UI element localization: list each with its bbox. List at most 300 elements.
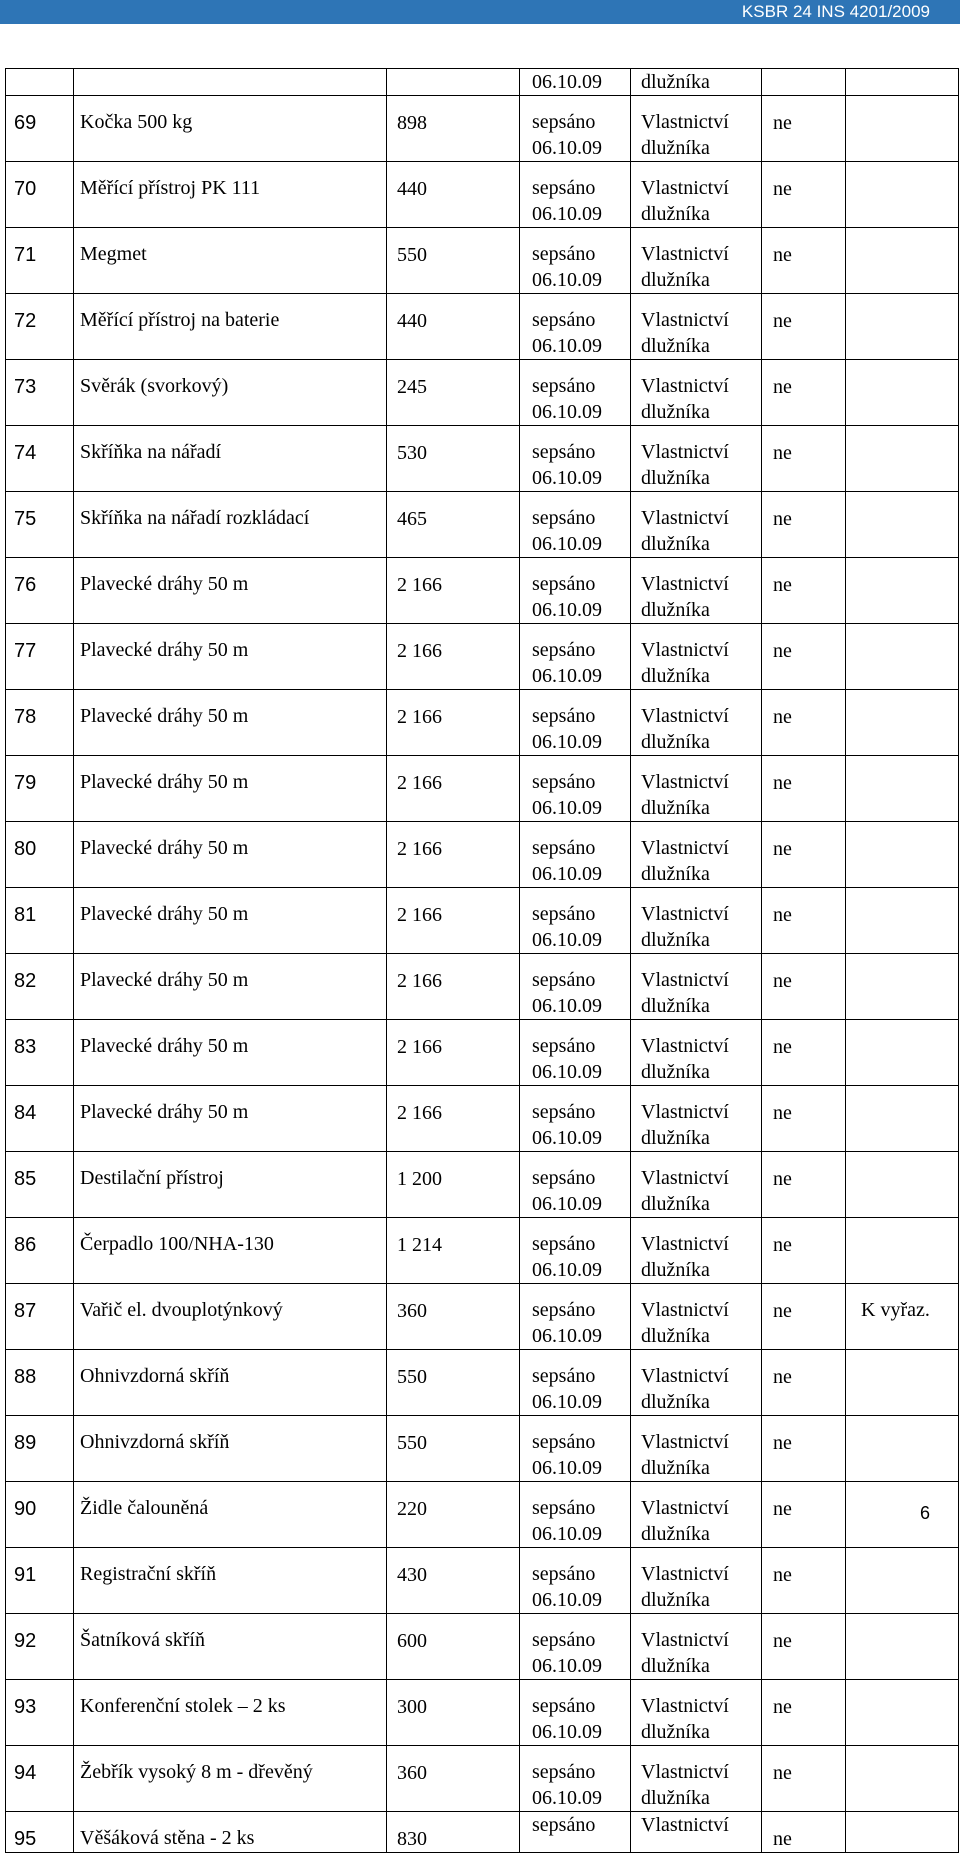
item-flag (762, 1086, 846, 1152)
item-flag-text: ne (773, 1432, 792, 1454)
table-row (6, 162, 959, 228)
item-flag-text: ne (773, 310, 792, 332)
item-owner-text: Vlastnictví (641, 111, 729, 133)
item-date-text: 06.10.09 (532, 1589, 602, 1611)
item-date-text: 06.10.09 (532, 269, 602, 291)
item-price-text: 1 214 (397, 1234, 442, 1256)
table-row (6, 492, 959, 558)
item-owner (631, 426, 762, 492)
item-price-text: 440 (397, 178, 427, 200)
item-note (846, 1284, 959, 1350)
item-number (6, 1284, 74, 1350)
item-name (74, 888, 387, 954)
item-name-text: Plavecké dráhy 50 m (80, 1101, 249, 1123)
item-owner-cont-text: dlužníka (641, 203, 710, 225)
item-owner-text: Vlastnictví (641, 1761, 729, 1783)
item-state-text: sepsáno (532, 1365, 596, 1387)
item-number-text: 73 (14, 376, 37, 398)
item-state-text: sepsáno (532, 639, 596, 661)
item-owner-cont-text: dlužníka (641, 665, 710, 687)
item-price-text: 2 166 (397, 640, 442, 662)
item-owner-text: Vlastnictví (641, 969, 729, 991)
item-note (846, 1614, 959, 1680)
item-flag (762, 1746, 846, 1812)
item-flag (762, 1680, 846, 1746)
item-owner-cont-text: dlužníka (641, 1457, 710, 1479)
item-owner-text: Vlastnictví (641, 1814, 729, 1836)
item-owner-text: Vlastnictví (641, 771, 729, 793)
table-row (6, 1746, 959, 1812)
item-name-text: Plavecké dráhy 50 m (80, 771, 249, 793)
item-owner-text: Vlastnictví (641, 1167, 729, 1189)
item-note (846, 162, 959, 228)
item-number (6, 1020, 74, 1086)
item-owner-cont-text: dlužníka (641, 731, 710, 753)
item-owner (631, 1416, 762, 1482)
item-state-text: sepsáno (532, 507, 596, 529)
item-date-text: 06.10.09 (532, 203, 602, 225)
item-note (846, 954, 959, 1020)
item-note (846, 1152, 959, 1218)
item-date-text: 06.10.09 (532, 137, 602, 159)
item-number (6, 756, 74, 822)
item-state-text: sepsáno (532, 1431, 596, 1453)
item-name (74, 1152, 387, 1218)
item-owner-text: Vlastnictví (641, 1629, 729, 1651)
item-price (387, 954, 520, 1020)
item-number (6, 1152, 74, 1218)
item-flag-text: ne (773, 1168, 792, 1190)
item-number (6, 294, 74, 360)
item-owner (631, 1020, 762, 1086)
item-owner-cont-text: dlužníka (641, 467, 710, 489)
item-state-text: sepsáno (532, 1563, 596, 1585)
item-name (74, 1350, 387, 1416)
item-owner (631, 96, 762, 162)
item-name (74, 1680, 387, 1746)
item-state (520, 1746, 631, 1812)
item-price-text: 830 (397, 1828, 427, 1850)
item-flag (762, 624, 846, 690)
item-state (520, 162, 631, 228)
item-number (6, 558, 74, 624)
owner-cell: dlužníka (631, 69, 762, 96)
item-state-text: sepsáno (532, 375, 596, 397)
item-flag (762, 426, 846, 492)
table-row (6, 1152, 959, 1218)
item-state-text: sepsáno (532, 837, 596, 859)
item-number-text: 75 (14, 508, 37, 530)
item-price (387, 1020, 520, 1086)
item-owner-text: Vlastnictví (641, 309, 729, 331)
item-flag-text: ne (773, 970, 792, 992)
table-row (6, 1482, 959, 1548)
item-flag-text: ne (773, 244, 792, 266)
item-name-text: Registrační skříň (80, 1563, 217, 1585)
item-date-text: 06.10.09 (532, 1721, 602, 1743)
item-state-text: sepsáno (532, 1629, 596, 1651)
item-state (520, 1482, 631, 1548)
item-owner-text: Vlastnictví (641, 705, 729, 727)
item-note (846, 624, 959, 690)
item-number-text: 81 (14, 904, 37, 926)
item-flag-text: ne (773, 508, 792, 530)
item-owner-text: Vlastnictví (641, 243, 729, 265)
item-price-text: 2 166 (397, 574, 442, 596)
item-number-text: 82 (14, 970, 37, 992)
item-state-text: sepsáno (532, 177, 596, 199)
item-price-text: 530 (397, 442, 427, 464)
item-state-text: sepsáno (532, 243, 596, 265)
item-flag-text: ne (773, 772, 792, 794)
item-name-text: Kočka 500 kg (80, 111, 193, 133)
item-price (387, 558, 520, 624)
table-row (6, 756, 959, 822)
item-name (74, 690, 387, 756)
item-owner (631, 1218, 762, 1284)
item-flag-text: ne (773, 1102, 792, 1124)
item-name (74, 1086, 387, 1152)
item-number (6, 624, 74, 690)
item-owner (631, 888, 762, 954)
item-flag (762, 558, 846, 624)
item-state (520, 822, 631, 888)
item-owner-cont-text: dlužníka (641, 1061, 710, 1083)
item-state-text: sepsáno (532, 903, 596, 925)
item-owner-cont-text: dlužníka (641, 599, 710, 621)
item-flag-text: ne (773, 178, 792, 200)
item-price-text: 898 (397, 112, 427, 134)
item-number-text: 74 (14, 442, 37, 464)
item-flag-text: ne (773, 1696, 792, 1718)
item-owner (631, 1812, 762, 1853)
item-name-text: Konferenční stolek – 2 ks (80, 1695, 286, 1717)
item-price (387, 822, 520, 888)
table-row (6, 294, 959, 360)
table-row (6, 1350, 959, 1416)
item-state-text: sepsáno (532, 1695, 596, 1717)
item-note (846, 822, 959, 888)
item-flag (762, 690, 846, 756)
table-row (6, 1614, 959, 1680)
item-owner (631, 954, 762, 1020)
item-price (387, 1284, 520, 1350)
item-state-text: sepsáno (532, 441, 596, 463)
item-number-text: 79 (14, 772, 37, 794)
item-name (74, 492, 387, 558)
item-owner-text: Vlastnictví (641, 1035, 729, 1057)
item-owner-text: Vlastnictví (641, 1695, 729, 1717)
item-state-text: sepsáno (532, 1761, 596, 1783)
item-number (6, 888, 74, 954)
item-note (846, 1482, 959, 1548)
item-number-text: 89 (14, 1432, 37, 1454)
item-name (74, 162, 387, 228)
item-name-text: Židle čalouněná (80, 1497, 209, 1519)
item-date-text: 06.10.09 (532, 467, 602, 489)
item-owner-text: Vlastnictví (641, 1563, 729, 1585)
item-name (74, 624, 387, 690)
item-owner-text: Vlastnictví (641, 441, 729, 463)
item-number (6, 1482, 74, 1548)
item-number-text: 77 (14, 640, 37, 662)
item-note (846, 1416, 959, 1482)
item-name-text: Šatníková skříň (80, 1629, 205, 1651)
item-price (387, 294, 520, 360)
item-name-text: Měřící přístroj na baterie (80, 309, 280, 331)
item-owner (631, 822, 762, 888)
item-state (520, 690, 631, 756)
item-name (74, 426, 387, 492)
item-flag-text: ne (773, 1564, 792, 1586)
item-owner (631, 1548, 762, 1614)
table-row (6, 1416, 959, 1482)
item-number (6, 954, 74, 1020)
item-price-text: 550 (397, 1432, 427, 1454)
item-note (846, 426, 959, 492)
item-price (387, 756, 520, 822)
item-name-text: Plavecké dráhy 50 m (80, 705, 249, 727)
item-owner-cont-text: dlužníka (641, 1721, 710, 1743)
item-number-text: 71 (14, 244, 37, 266)
item-state (520, 1548, 631, 1614)
item-name (74, 96, 387, 162)
item-state (520, 1416, 631, 1482)
item-number-text: 87 (14, 1300, 37, 1322)
item-name-text: Megmet (80, 243, 147, 265)
item-owner-cont-text: dlužníka (641, 1259, 710, 1281)
item-note (846, 360, 959, 426)
item-note (846, 1350, 959, 1416)
item-owner (631, 1680, 762, 1746)
item-name-text: Čerpadlo 100/NHA-130 (80, 1233, 274, 1255)
item-state (520, 1152, 631, 1218)
table-row (6, 954, 959, 1020)
header-bar (0, 0, 960, 24)
item-state (520, 492, 631, 558)
item-owner-text: Vlastnictví (641, 1497, 729, 1519)
item-owner-text: Vlastnictví (641, 903, 729, 925)
item-flag-text: ne (773, 1762, 792, 1784)
item-price (387, 1680, 520, 1746)
item-owner-text: Vlastnictví (641, 1365, 729, 1387)
item-number (6, 1350, 74, 1416)
item-note (846, 756, 959, 822)
item-state-text: sepsáno (532, 573, 596, 595)
item-date-text: 06.10.09 (532, 1127, 602, 1149)
item-name (74, 360, 387, 426)
item-flag (762, 162, 846, 228)
item-price (387, 492, 520, 558)
item-number (6, 426, 74, 492)
item-flag (762, 228, 846, 294)
item-name-text: Skříňka na nářadí rozkládací (80, 507, 310, 529)
item-price-text: 220 (397, 1498, 427, 1520)
item-owner-text: Vlastnictví (641, 573, 729, 595)
item-flag (762, 1614, 846, 1680)
item-state-text: sepsáno (532, 1814, 596, 1836)
item-owner-cont-text: dlužníka (641, 401, 710, 423)
item-owner (631, 1284, 762, 1350)
item-name (74, 1482, 387, 1548)
item-price (387, 1746, 520, 1812)
item-owner-text: Vlastnictví (641, 177, 729, 199)
item-flag-text: ne (773, 904, 792, 926)
item-price-text: 2 166 (397, 1036, 442, 1058)
item-price-text: 550 (397, 244, 427, 266)
item-flag (762, 822, 846, 888)
item-price (387, 360, 520, 426)
item-number (6, 162, 74, 228)
item-name-text: Plavecké dráhy 50 m (80, 573, 249, 595)
item-number-text: 91 (14, 1564, 37, 1586)
item-owner-text: Vlastnictví (641, 639, 729, 661)
item-note (846, 96, 959, 162)
item-owner (631, 1482, 762, 1548)
item-note (846, 1812, 959, 1853)
item-price-text: 430 (397, 1564, 427, 1586)
date-cell: 06.10.09 (520, 69, 631, 96)
item-flag (762, 1218, 846, 1284)
item-state (520, 1284, 631, 1350)
item-state (520, 1614, 631, 1680)
item-owner-cont-text: dlužníka (641, 335, 710, 357)
item-note (846, 1086, 959, 1152)
item-state (520, 360, 631, 426)
item-flag (762, 888, 846, 954)
item-price-text: 360 (397, 1762, 427, 1784)
inventory-table (5, 68, 959, 1853)
item-number (6, 96, 74, 162)
item-state (520, 624, 631, 690)
item-price (387, 228, 520, 294)
item-state-text: sepsáno (532, 1299, 596, 1321)
item-note (846, 492, 959, 558)
item-owner (631, 162, 762, 228)
table-row (6, 1680, 959, 1746)
item-price (387, 1482, 520, 1548)
item-note (846, 294, 959, 360)
item-state (520, 1812, 631, 1853)
item-state (520, 294, 631, 360)
item-owner-text: Vlastnictví (641, 1101, 729, 1123)
table-row (6, 96, 959, 162)
item-state (520, 1020, 631, 1086)
item-note (846, 1020, 959, 1086)
item-state (520, 228, 631, 294)
document-id: KSBR 24 INS 4201/2009 (741, 2, 930, 21)
item-date-text: 06.10.09 (532, 335, 602, 357)
item-flag-text: ne (773, 838, 792, 860)
item-date-text: 06.10.09 (532, 1193, 602, 1215)
item-price-text: 245 (397, 376, 427, 398)
item-price-text: 550 (397, 1366, 427, 1388)
item-flag (762, 756, 846, 822)
item-owner-cont-text: dlužníka (641, 137, 710, 159)
item-flag-text: ne (773, 376, 792, 398)
item-owner (631, 756, 762, 822)
item-name (74, 1416, 387, 1482)
item-flag-text: ne (773, 574, 792, 596)
item-price (387, 1218, 520, 1284)
table-row (6, 822, 959, 888)
item-flag (762, 96, 846, 162)
item-number-text: 70 (14, 178, 37, 200)
item-number-text: 80 (14, 838, 37, 860)
table-row (6, 624, 959, 690)
item-date-text: 06.10.09 (532, 1457, 602, 1479)
table-row (6, 888, 959, 954)
item-price-text: 1 200 (397, 1168, 442, 1190)
item-owner (631, 1614, 762, 1680)
item-date-text: 06.10.09 (532, 1787, 602, 1809)
item-number (6, 1086, 74, 1152)
item-state-text: sepsáno (532, 1035, 596, 1057)
item-flag (762, 1416, 846, 1482)
item-price (387, 1548, 520, 1614)
page-number: 6 (919, 1503, 930, 1523)
item-state (520, 1350, 631, 1416)
item-owner-text: Vlastnictví (641, 837, 729, 859)
item-flag-text: ne (773, 1828, 792, 1850)
item-price (387, 426, 520, 492)
item-number (6, 360, 74, 426)
item-price-text: 360 (397, 1300, 427, 1322)
item-number-text: 90 (14, 1498, 37, 1520)
item-number-text: 85 (14, 1168, 37, 1190)
item-price-text: 2 166 (397, 838, 442, 860)
item-owner-cont-text: dlužníka (641, 1787, 710, 1809)
item-flag (762, 1482, 846, 1548)
item-note (846, 1746, 959, 1812)
item-number-text: 88 (14, 1366, 37, 1388)
item-number (6, 1614, 74, 1680)
item-flag (762, 1152, 846, 1218)
item-number-text: 95 (14, 1828, 37, 1850)
table-row-continuation (6, 69, 959, 96)
item-state-text: sepsáno (532, 705, 596, 727)
item-price (387, 96, 520, 162)
item-name (74, 1284, 387, 1350)
item-price-text: 600 (397, 1630, 427, 1652)
item-date-text: 06.10.09 (532, 1523, 602, 1545)
item-owner-text: Vlastnictví (641, 1233, 729, 1255)
item-name (74, 1746, 387, 1812)
item-owner (631, 1152, 762, 1218)
item-state (520, 96, 631, 162)
item-number-text: 69 (14, 112, 37, 134)
item-owner-text: Vlastnictví (641, 1431, 729, 1453)
item-name-text: Skříňka na nářadí (80, 441, 222, 463)
item-flag-text: ne (773, 1036, 792, 1058)
item-name (74, 1812, 387, 1853)
item-price (387, 1086, 520, 1152)
item-name (74, 228, 387, 294)
item-flag (762, 1350, 846, 1416)
item-note (846, 888, 959, 954)
item-number-text: 93 (14, 1696, 37, 1718)
item-name (74, 1218, 387, 1284)
item-state (520, 558, 631, 624)
item-name (74, 822, 387, 888)
item-owner-cont-text: dlužníka (641, 1655, 710, 1677)
item-state (520, 1680, 631, 1746)
item-flag (762, 954, 846, 1020)
item-note (846, 558, 959, 624)
item-name-text: Ohnivzdorná skříň (80, 1431, 230, 1453)
item-number (6, 1746, 74, 1812)
item-note (846, 690, 959, 756)
